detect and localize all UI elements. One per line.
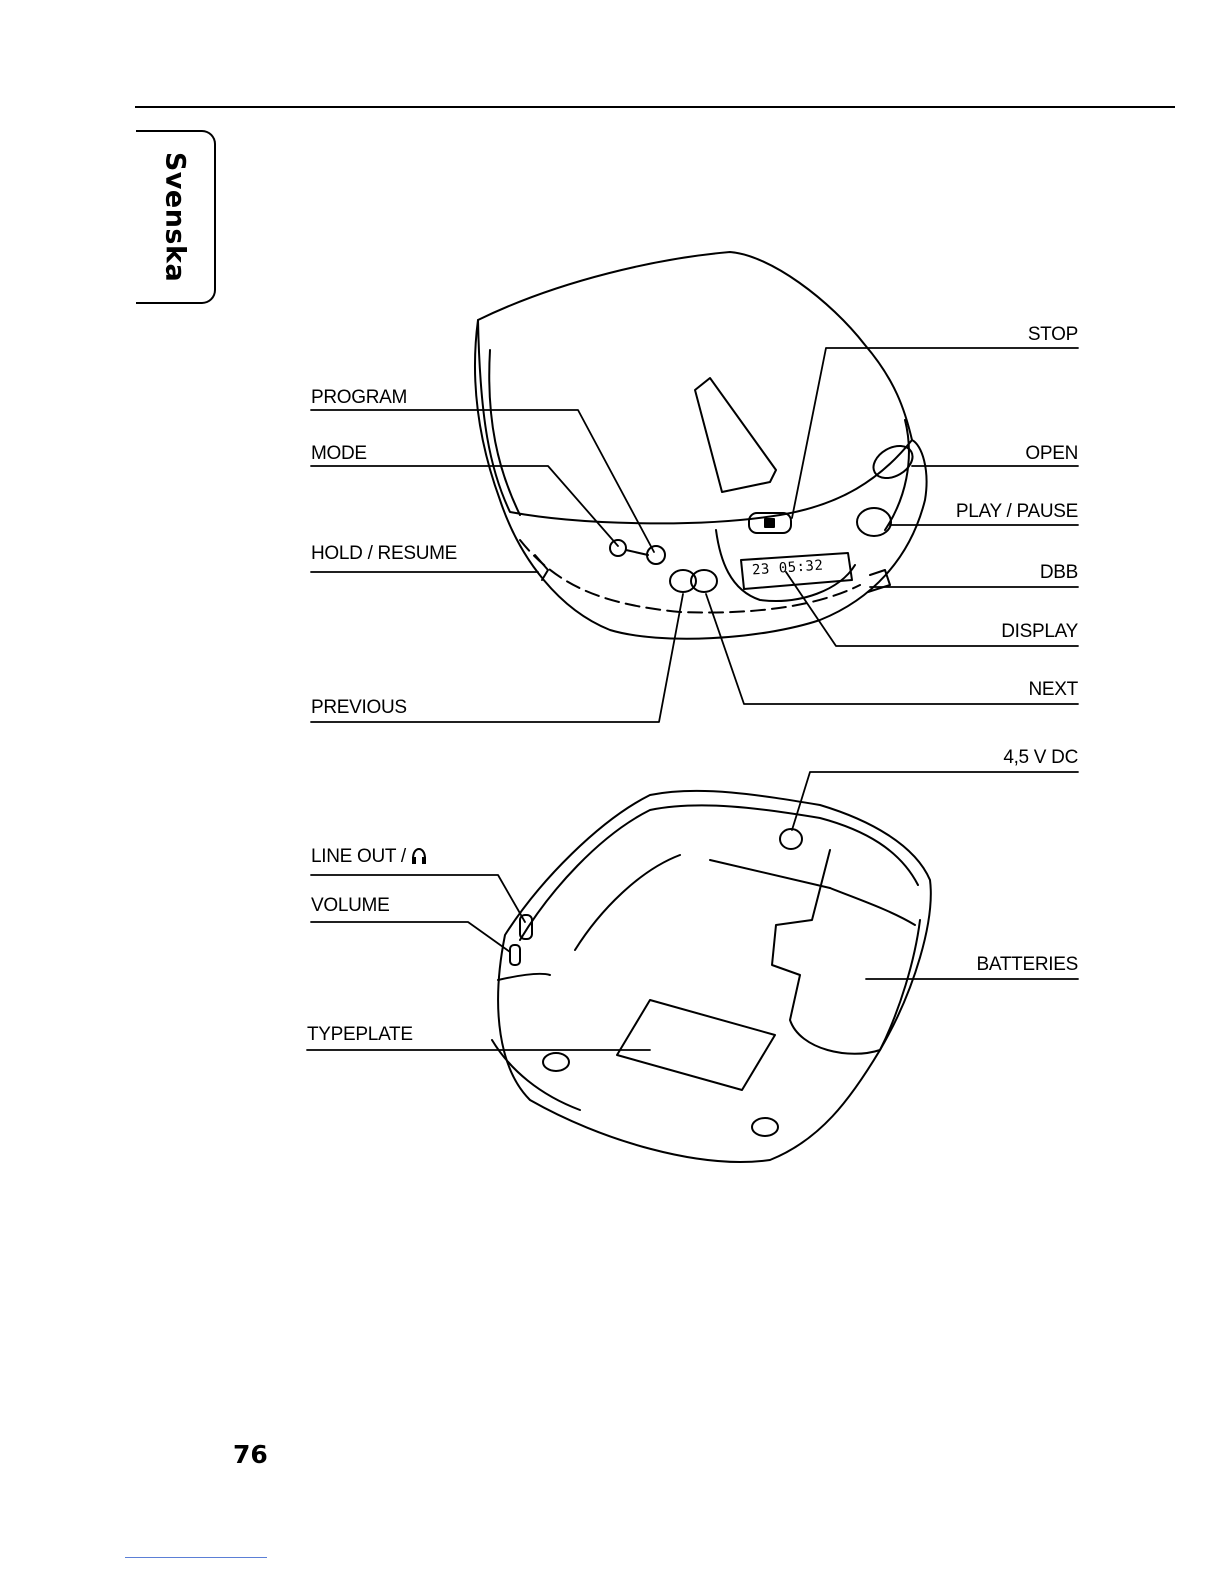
batteries-label: BATTERIES [976,954,1078,975]
leader-lines-top [311,348,1078,722]
dbb-label: DBB [1039,562,1078,583]
line-out-text: LINE OUT / [311,846,406,867]
play-pause-label: PLAY / PAUSE [955,501,1078,522]
player-top-view [475,252,927,639]
footer-line [125,1557,267,1558]
mode-label: MODE [311,443,367,464]
open-label: OPEN [1025,443,1078,464]
hold-resume-label: HOLD / RESUME [311,543,458,564]
leader-lines-bottom [307,772,1078,1050]
display-label: DISPLAY [1001,621,1078,642]
line-out-label [311,846,427,871]
next-label: NEXT [1028,679,1078,700]
page-number: 76 [233,1440,268,1469]
display-readout: 23 05:32 [751,557,824,579]
headphones-icon [411,847,427,871]
previous-label: PREVIOUS [311,697,407,718]
typeplate-label: TYPEPLATE [307,1024,413,1045]
player-bottom-view [492,791,931,1162]
volume-label: VOLUME [311,895,390,916]
stop-label: STOP [1027,324,1078,345]
dc-in-label: 4,5 V DC [1003,747,1078,768]
language-tab-label: Svenska [159,151,191,283]
program-label: PROGRAM [311,387,408,408]
